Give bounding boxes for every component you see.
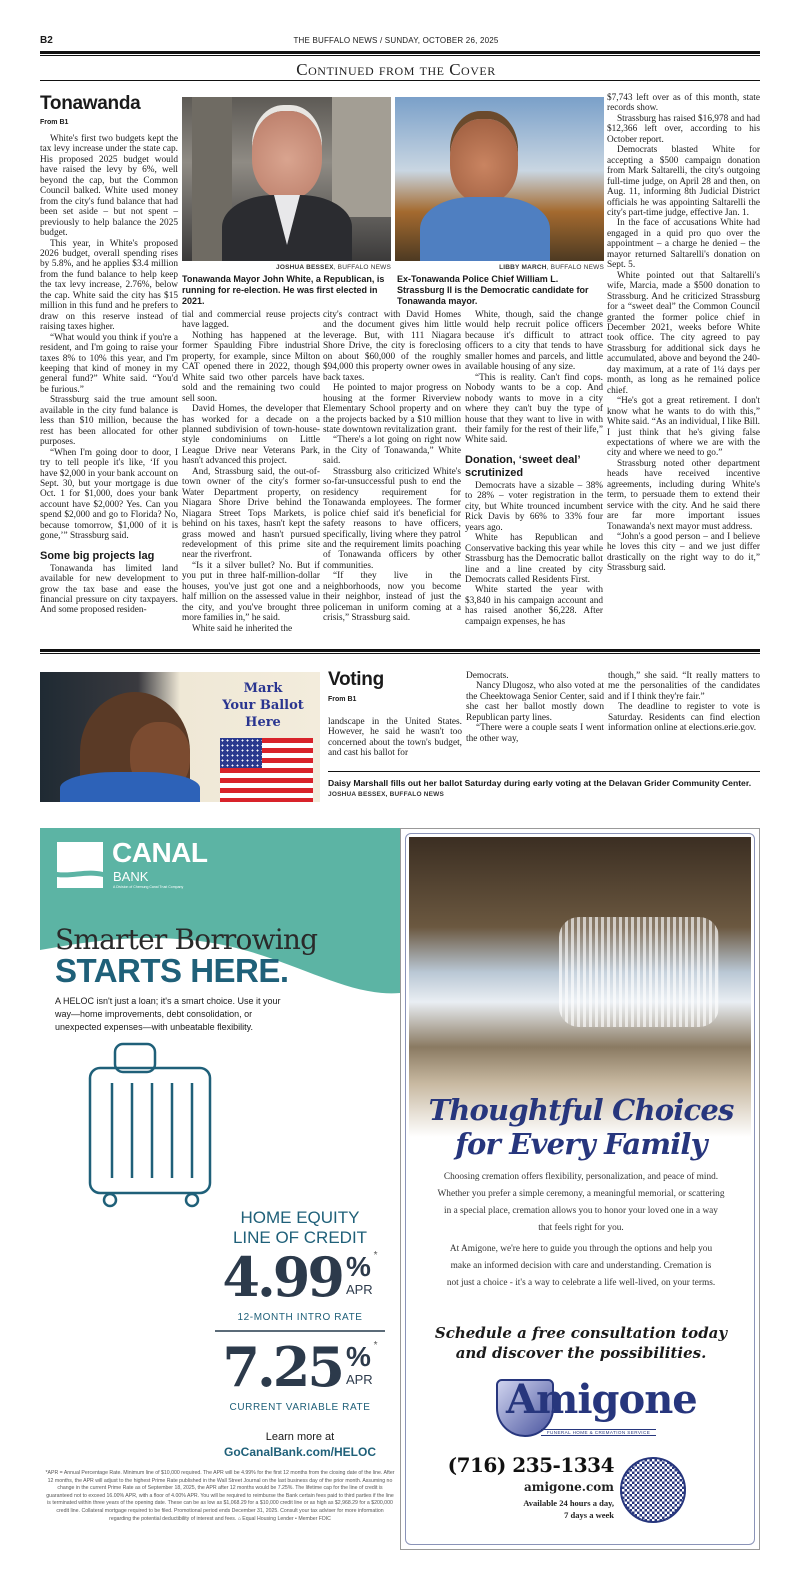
- paragraph: White, though, said the change would help recruit police officers because it's difficult to attract officers to a city that tends to have smaller homes and parcels, and little available housing of any size.: [465, 310, 603, 373]
- photo-caption: Ex-Tonawanda Police Chief William L. Strassburg II is the Democratic candidate for Tonawanda mayor.: [397, 274, 589, 306]
- learn-more: Learn more at: [265, 1431, 335, 1443]
- rate-suffix: [346, 1336, 373, 1388]
- paragraph: He pointed to major progress on housing at the former Riverview Elementary School property and on the projects backed by a $10 million state downtown revitalization grant.: [323, 383, 461, 435]
- paragraph: city's contract with David Homes and the document gives him little leverage. But, with 111 Niagara Shore Drive, the city is foreclosing on about $60,000 of the roughly $94,000 this property owner owes in back taxes.: [323, 310, 461, 383]
- website-link[interactable]: amigone.com: [524, 1480, 614, 1494]
- canal-bank-ad: [40, 828, 400, 1580]
- product-name: HOME EQUITY LINE OF CREDIT: [232, 1208, 368, 1247]
- paragraph: though,” she said. “It really matters to me the personalities of the candidates and if I think they're fair.”: [608, 671, 760, 702]
- photo-william-strassburg: [395, 97, 604, 261]
- paragraph: Nancy Dlugosz, who also voted at the Cheektowaga Senior Center, said she cast her ballot mostly down Republican party lines.: [466, 681, 604, 723]
- article-column: [182, 310, 320, 634]
- photo-credit: LIBBY MARCH, BUFFALO NEWS: [499, 264, 604, 271]
- variable-rate: 7.25: [222, 1335, 342, 1399]
- subheading: Some big projects lag: [40, 549, 155, 562]
- paragraph: Democrats have a sizable – 38% to 28% – voter registration in the city, but White trounced incumbent Rick Davis by 66% to 33% four years ago.: [465, 480, 603, 533]
- rate-suffix: [346, 1246, 373, 1298]
- paragraph: David Homes, the developer that has worked for a decade on a planned subdivision of town-house-style condominiums on Little League Drive near Veterans Park, hasn't advanced this project.: [182, 404, 320, 467]
- section-rule: [40, 80, 760, 81]
- paragraph: Tonawanda has limited land available for new development to grow the tax base and ease the financial pressure on city taxpayers. And some proposed residen-: [40, 563, 178, 616]
- divider: [215, 1330, 385, 1332]
- ad-headline: Smarter Borrowing: [55, 923, 318, 956]
- ad-body: At Amigone, we're here to guide you through the options and help you make an informed decision with care and understanding. Cremation is not just a choice - it's a way to celebrate a life well-lived, on your terms.: [446, 1244, 716, 1288]
- ad-headline-strong: STARTS HERE.: [55, 952, 289, 989]
- paragraph: “This is reality. Can't find cops. Nobody wants to be a cop. And nobody wants to move in a city where they can't buy the type of house that they want to live in with their family for the rest of their life,” White said.: [465, 372, 603, 446]
- canal-brand: CANAL: [112, 837, 208, 868]
- phone-number[interactable]: (716) 235-1334: [447, 1453, 614, 1477]
- paragraph: Democrats.: [466, 671, 509, 681]
- paragraph: White said he inherited the: [192, 623, 293, 634]
- hours: Available 24 hours a day, 7 days a week: [523, 1498, 614, 1520]
- paragraph: “What would you think if you're a resident, and I'm going to raise your taxes 8% to 10% this year, and I'm keeping that kind of money in my general fund?” White said. “You'd be furious.”: [40, 332, 178, 395]
- apr-label: APR: [345, 1372, 373, 1387]
- paragraph: This year, in White's proposed 2026 budget, overall spending rises by 5.8%, and he applies $3.4 million from the fund balance to help keep the tax levy increase, 2.76%, below the cap. White said the city has $15 million in this fund and he prefers to draw on this reserve instead of raising taxes higher.: [40, 238, 178, 333]
- apr-label: APR: [345, 1282, 373, 1297]
- paragraph: Strassburg also criticized White's so-far-unsuccessful push to end the residency requirement for Tonawanda employees. The former police chief said it's beneficial for safety reasons to have officers, specifically, living where they patrol and the requirement limits poaching of Tonawanda officers by other communities.: [323, 466, 461, 571]
- paragraph: Strassburg noted other department heads have received incentive agreements, including during White's term, to persuade them to extend their service with the city. And he said there are far more important issues Tonawanda's next mayor must address.: [607, 458, 760, 532]
- asterisk: *: [373, 1340, 378, 1351]
- article-column: [608, 671, 760, 734]
- canal-logo-icon: [57, 842, 103, 888]
- paragraph: Strassburg has raised $16,978 and had $12,366 left over, according to his October report.: [607, 113, 760, 145]
- paragraph: Strassburg said the true amount available in the city fund balance is less than $10 million, because the rest has been allocated for other purposes.: [40, 395, 178, 448]
- paragraph: landscape in the United States. However, he said he wasn't too concerned about the town's budget, and cast his ballot for: [328, 717, 462, 759]
- paragraph: “Is it a silver bullet? No. But if you put in three half-million-dollar houses, you've just got one and a half million on the assessed value in the city, and you've brought three more families in,” he said.: [182, 560, 320, 624]
- intro-rate-label: 12-MONTH INTRO RATE: [237, 1312, 363, 1323]
- photo-caption: Tonawanda Mayor John White, a Republican, is running for re-election. He was first elected in 2021.: [182, 274, 385, 306]
- ad-disclaimer: *APR = Annual Percentage Rate. Minimum line of $10,000 required. The APR will be 4.99% for the first 12 months from the closing date of the line. After 12 months, the APR will adjust to the highest Prime Rate published in the Wall Street Journal on the last business day of the prior month. Assuming no change in the current Prime Rate as of September 18, 2025, the APR after 12 months would be 7.25%. The lifetime cap for the line of credit is guaranteed not to exceed 16.00% APR, with a floor of 4.00% APR. You will be required to reimburse the Bank certain fees paid to third parties if the line is terminated within three years of the opening date. These can be as low as $1,068.29 for a $10,000 credit line or as high as $2,968.29 for a $200,000 credit line. Collateral mortgage required to be filed. Promotional period ends December 31, 2025. Consult your tax adviser for more information regarding the potential deductibility of interest and fees. ⌂ Equal Housing Lender • Member FDIC: [45, 1470, 395, 1522]
- suitcase-icon: [80, 1038, 240, 1208]
- photo-john-white: [182, 97, 391, 261]
- paragraph: tial and commercial reuse projects have lagged.: [182, 310, 320, 331]
- header-rule: [40, 55, 760, 56]
- paragraph: Nothing has happened at the former Spaulding Fibre industrial property, for example, since Milton CAT opened there in 2022, though White said two other parcels have sold and the remaining two could sell soon.: [182, 330, 320, 404]
- paragraph: White has Republican and Conservative backing this year while Strassburg has the Democratic ballot line and a line created by city Democrats called Residents First.: [465, 533, 603, 585]
- paragraph: “If they live in the neighborhoods, now you become their neighbor, instead of just the policeman in uniform coming at a crisis,” Strassburg said.: [323, 571, 461, 624]
- canal-url-link[interactable]: GoCanalBank.com/HELOC: [223, 1445, 377, 1459]
- section-rule: [40, 649, 760, 652]
- article-column: [328, 717, 462, 759]
- paragraph: “He's got a great retirement. I don't know what he wants to do with this,” White said. “As an individual, I like Bill. I just think that he's giving false expectations of where we are with the city and where we need to go.”: [607, 396, 760, 459]
- percent-sign: %: [345, 1341, 371, 1372]
- article-column: [466, 671, 604, 744]
- article-column: [465, 310, 603, 627]
- canal-tagline: A Division of Chemung Canal Trust Company: [113, 885, 184, 889]
- paragraph: “There's a lot going on right now in the City of Tonawanda,” White said.: [323, 435, 461, 467]
- subheading: Donation, ‘sweet deal’ scrutinized: [465, 453, 580, 479]
- paragraph: White started the year with $3,840 in his campaign account and has raised another $6,228. After campaign expenses, he has: [465, 585, 603, 627]
- paragraph: In the face of accusations White had engaged in a quid pro quo over the appointment – a charge he denied – the mayor returned Saltarelli's donation on Sept. 5.: [607, 218, 760, 271]
- paragraph: White pointed out that Saltarelli's wife, Marcia, made a $500 donation to Strassburg. And he criticized Strassburg for a “sweet deal” the Common Council granted the former police chief in December 2021, weeks before White took office. The city agreed to pay Strassburg for additional sick days he accumulated, above and beyond the 240-day maximum, at a rate of 1¼ days per month, as long as he remained police chief.: [607, 270, 760, 396]
- canal-brand-sub: BANK: [113, 869, 149, 884]
- photo-caption: Daisy Marshall fills out her ballot Saturday during early voting at the Delavan Grider Community Center.: [328, 778, 752, 788]
- amigone-logo: Amigone: [506, 1376, 697, 1423]
- jump-line: From B1: [40, 119, 69, 126]
- variable-rate-label: CURRENT VARIABLE RATE: [229, 1402, 371, 1413]
- paragraph: Democrats blasted White for accepting a $500 campaign donation from Mark Saltarelli, the city's outgoing full-time judge, on April 28 and then, on Aug. 11, informing 8th Judicial District officials he was appointing Saltarelli the city's part-time judge, effective Jan. 1.: [607, 145, 760, 218]
- intro-rate-block: [200, 1246, 400, 1308]
- photo-credit: JOSHUA BESSEX, BUFFALO NEWS: [276, 264, 391, 271]
- page-number: B2: [40, 35, 53, 46]
- article-column: [607, 93, 760, 574]
- article-headline: Tonawanda: [40, 93, 141, 114]
- intro-rate: 4.99: [222, 1245, 342, 1309]
- dateline: THE BUFFALO NEWS / SUNDAY, OCTOBER 26, 2025: [293, 36, 499, 45]
- ballot-sign: Mark Your Ballot Here: [222, 681, 304, 730]
- article-column: [323, 310, 461, 624]
- qr-code-icon[interactable]: [620, 1457, 686, 1523]
- paragraph: “There were a couple seats I went the other way,: [466, 723, 604, 744]
- paragraph: “John's a good person – and I believe he loves this city – and we just differ drastically on the right way to do it,” Strassburg said.: [607, 532, 760, 574]
- waterfall-photo: [409, 837, 751, 1137]
- section-rule: [40, 653, 760, 654]
- amigone-ad: [400, 828, 760, 1550]
- jump-line: From B1: [328, 696, 357, 703]
- paragraph: And, Strassburg said, the out-of-town owner of the city's former Water Department property, on Niagara Shore Drive behind the Niagara Street Tops Markets, is behind on his taxes, hasn't kept the grass mowed and hasn't pursued redevelopment of this prime site near the riverfront.: [182, 466, 320, 561]
- section-title: Continued from the Cover: [296, 60, 496, 79]
- percent-sign: %: [345, 1251, 371, 1282]
- paragraph: “When I'm going door to door, I try to tell people it's like, ‘If you have $2,000 in your bank account on Sept. 30, but your mortgage is due Oct. 1 for $1,000, does your bank account have $2,000? Yes. Can you spend $2,000 and go to Florida? No, because tomorrow, $1,000 of it is gone,’” Strassburg said.: [40, 447, 178, 542]
- article-column: [40, 134, 178, 616]
- flag-icon: [220, 738, 313, 802]
- ad-body: A HELOC isn't just a loan; it's a smart choice. Use it your way—home improvements, debt consolidation, or unexpected expenses—with unbeatable flexibility.: [55, 996, 281, 1032]
- photo-voter: [40, 672, 320, 802]
- asterisk: *: [373, 1250, 378, 1261]
- ad-headline: Thoughtful Choices for Every Family: [428, 1093, 734, 1161]
- photo-credit: JOSHUA BESSEX, BUFFALO NEWS: [328, 791, 445, 798]
- header-rule: [40, 51, 760, 54]
- ad-call-to-action: Schedule a free consultation today and discover the possibilities.: [434, 1324, 728, 1362]
- paragraph: $7,743 left over as of this month, state records show.: [607, 93, 760, 114]
- article-headline: Voting: [328, 669, 384, 690]
- paragraph: White's first two budgets kept the tax levy increase under the state cap. His proposed 2025 budget would have raised the levy by 6%, well beyond the cap, but the Common Council balked. White used money from the city's fund balance that had been set aside – but not spent – previously to help balance the 2025 budget.: [40, 134, 178, 239]
- variable-rate-block: [200, 1336, 400, 1398]
- ad-body: Choosing cremation offers flexibility, personalization, and peace of mind. Whether you prefer a simple ceremony, a meaningful memorial, or scattering in a special place, cremation allows you to honor your loved one in a way that feels right for you.: [437, 1172, 725, 1233]
- paragraph: The deadline to register to vote is Saturday. Residents can find election information online at elections.erie.gov.: [608, 702, 760, 734]
- caption-rule: [328, 771, 760, 772]
- amigone-logo-sub: FUNERAL HOME & CREMATION SERVICE: [541, 1429, 656, 1436]
